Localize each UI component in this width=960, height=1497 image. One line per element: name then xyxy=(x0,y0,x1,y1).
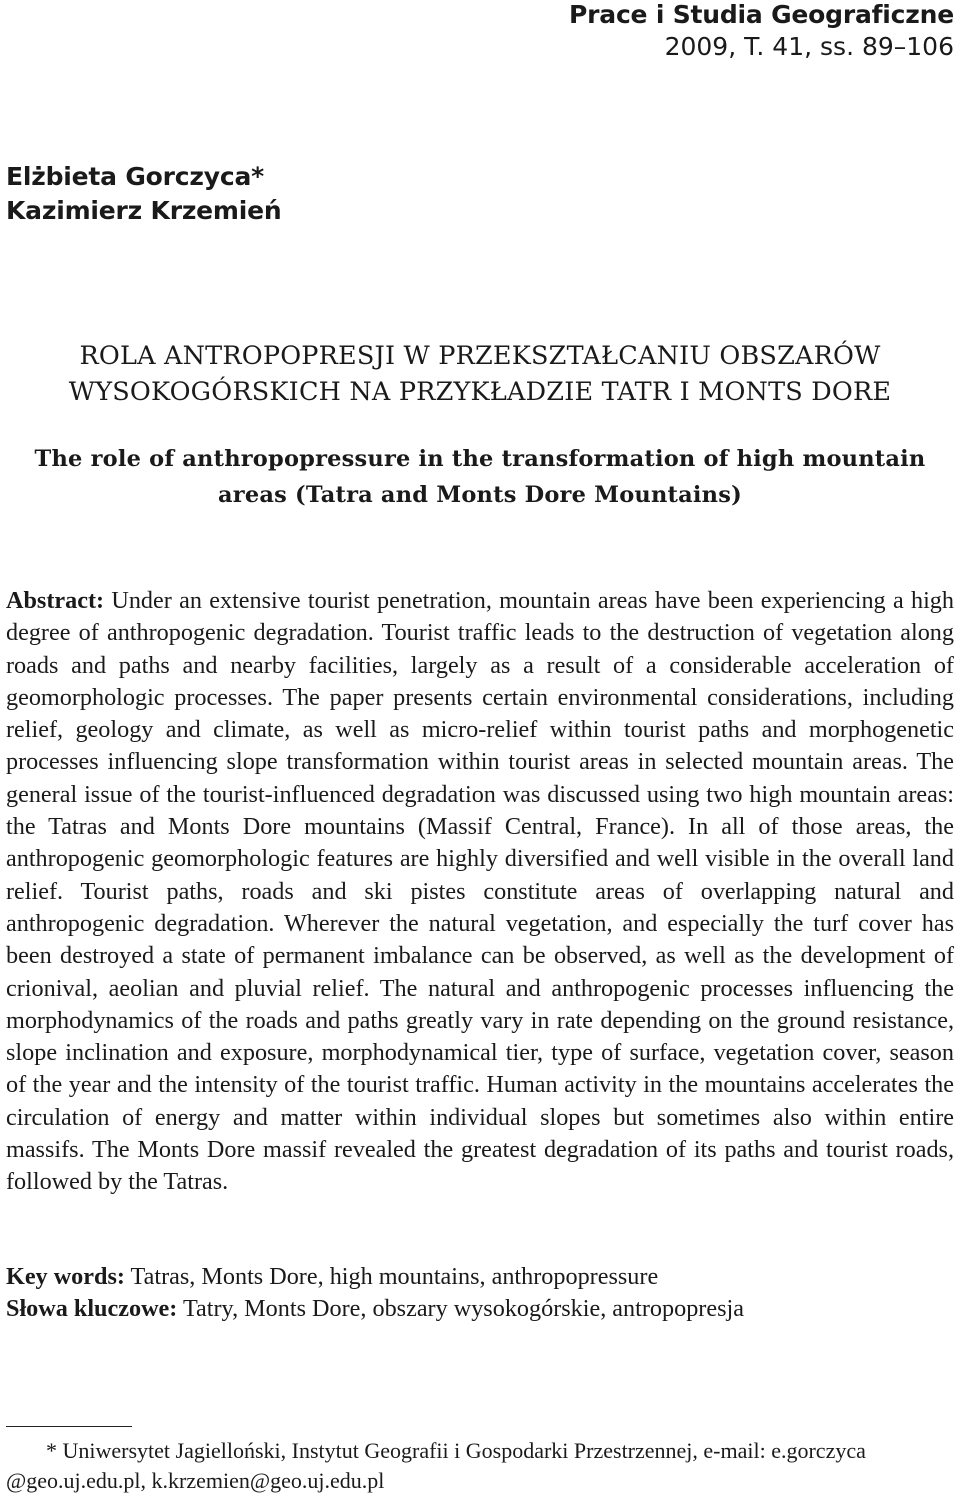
keywords-polish-text: Tatry, Monts Dore, obszary wysokogórskie, antropopresja xyxy=(182,1295,744,1322)
title-english-line: areas (Tatra and Monts Dore Mountains) xyxy=(218,482,742,508)
title-polish-line: ROLA ANTROPOPRESJI W PRZEKSZTAŁCANIU OBSZARÓW xyxy=(79,341,881,371)
footnote xyxy=(6,1436,954,1496)
abstract-label: Abstract: xyxy=(6,587,105,614)
author-list xyxy=(6,160,282,228)
journal-volume-info: 2009, T. 41, ss. 89–106 xyxy=(664,32,954,61)
keywords-english xyxy=(6,1261,954,1293)
title-english-line: The role of anthropopressure in the transformation of high mountain xyxy=(34,446,926,472)
title-english xyxy=(0,441,960,513)
journal-name: Prace i Studia Geograficzne xyxy=(569,0,954,29)
journal-header xyxy=(569,0,954,64)
author-name: Kazimierz Krzemień xyxy=(6,196,282,225)
keywords-block xyxy=(6,1261,954,1325)
title-polish xyxy=(0,338,960,410)
keywords-english-text: Tatras, Monts Dore, high mountains, anthropopressure xyxy=(130,1263,659,1290)
keywords-polish-label: Słowa kluczowe: xyxy=(6,1295,178,1322)
abstract xyxy=(6,585,954,1199)
footnote-line: @geo.uj.edu.pl, k.krzemien@geo.uj.edu.pl xyxy=(6,1468,385,1493)
footnote-line: * Uniwersytet Jagielloński, Instytut Geografii i Gospodarki Przestrzennej, e-mail: e.gorczyca xyxy=(46,1438,866,1463)
abstract-text: Under an extensive tourist penetration, mountain areas have been experiencing a high degree of anthropogenic degradation. Tourist traffic leads to the destruction of vegetation along roads and paths and nearby facilities, largely as a result of a considerable acceleration of geomorphologic processes. The paper presents certain environmental considerations, including relief, geology and climate, as well as micro-relief within tourist paths and morphogenetic processes influencing slope transformation within tourist areas in selected mountain areas. The general issue of the tourist-influenced degradation was discussed using two high mountain areas: the Tatras and Monts Dore mountains (Massif Central, France). In all of those areas, the anthropogenic geomorphologic features are highly diversified and well visible in the overall land relief. Tourist paths, roads and ski pistes constitute areas of overlapping natural and anthropogenic degradation. Wherever the natural vegetation, and especially the turf cover has been destroyed a state of permanent imbalance can be observed, as well as the development of crionival, aeolian and pluvial relief. The natural and anthropogenic processes influencing the morphodynamics of the roads and paths greatly vary in rate depending on the ground resistance, slope inclination and exposure, morphodynamical tier, type of surface, vegetation cover, season of the year and the intensity of the tourist traffic. Human activity in the mountains accelerates the circulation of energy and matter within individual slopes but sometimes also within entire massifs. The Monts Dore massif revealed the greatest degradation of its paths and tourist roads, followed by the Tatras. xyxy=(6,587,954,1196)
keywords-english-label: Key words: xyxy=(6,1263,125,1290)
keywords-polish xyxy=(6,1293,954,1325)
footnote-divider xyxy=(6,1426,132,1427)
author-name: Elżbieta Gorczyca* xyxy=(6,162,264,191)
title-polish-line: WYSOKOGÓRSKICH NA PRZYKŁADZIE TATR I MONTS DORE xyxy=(68,377,892,407)
